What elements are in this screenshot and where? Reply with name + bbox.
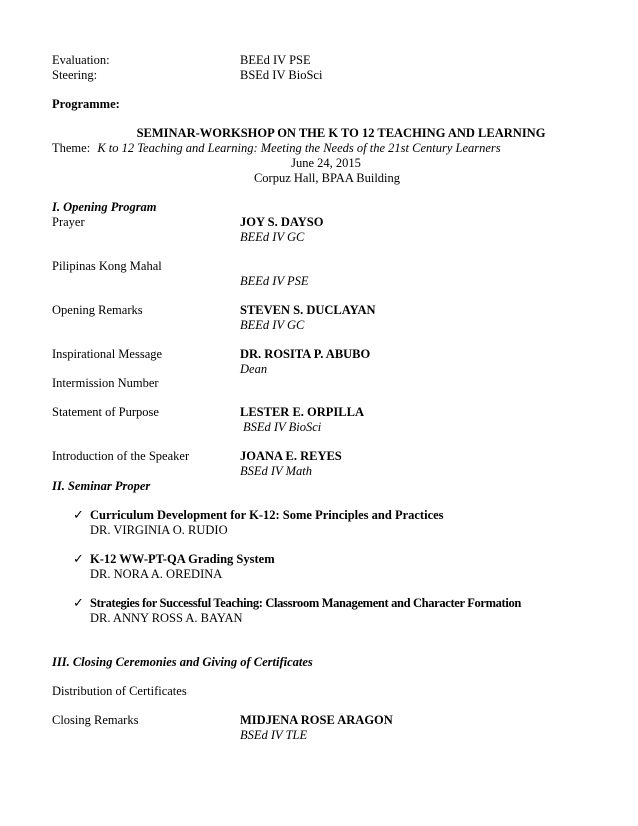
program-item-label: Opening Remarks xyxy=(52,303,143,317)
program-item-name: DR. ROSITA P. ABUBO xyxy=(240,347,371,361)
seminar-topic-title: Curriculum Development for K-12: Some Principles and Practices xyxy=(90,508,444,522)
programme-venue: Corpuz Hall, BPAA Building xyxy=(253,171,401,185)
program-item-label: Prayer xyxy=(52,215,85,229)
program-item-role: BEEd IV PSE xyxy=(240,274,309,288)
program-item-name: STEVEN S. DUCLAYAN xyxy=(240,303,376,317)
program-item-name: LESTER E. ORPILLA xyxy=(240,405,364,419)
seminar-topic-speaker: DR. VIRGINIA O. RUDIO xyxy=(90,523,228,537)
closing-heading: III. Closing Ceremonies and Giving of Certificates xyxy=(52,655,313,669)
steering-label: Steering: xyxy=(52,68,98,82)
closing-remarks-label: Closing Remarks xyxy=(52,713,139,727)
program-item-label: Statement of Purpose xyxy=(52,405,159,419)
programme-heading: Programme: xyxy=(52,97,120,111)
closing-remarks-name: MIDJENA ROSE ARAGON xyxy=(240,713,393,727)
seminar-topic-speaker: DR. NORA A. OREDINA xyxy=(90,567,223,581)
theme-label: Theme: xyxy=(52,141,91,155)
seminar-topic-title: K-12 WW-PT-QA Grading System xyxy=(90,552,275,566)
program-item-label: Inspirational Message xyxy=(52,347,163,361)
program-item-label: Intermission Number xyxy=(52,376,159,390)
seminar-heading: II. Seminar Proper xyxy=(52,479,151,493)
program-item-role: BSEd IV BioSci xyxy=(243,420,322,434)
programme-title: SEMINAR-WORKSHOP ON THE K TO 12 TEACHING AND LEARNING xyxy=(136,126,546,140)
theme-line xyxy=(52,141,501,156)
program-item-role: Dean xyxy=(240,362,268,376)
program-item-name: JOY S. DAYSO xyxy=(240,215,324,229)
opening-heading: I. Opening Program xyxy=(52,200,157,214)
program-item-role: BEEd IV GC xyxy=(240,318,305,332)
checkmark-icon: ✓ xyxy=(73,596,84,611)
programme-date: June 24, 2015 xyxy=(291,156,361,170)
program-item-label: Pilipinas Kong Mahal xyxy=(52,259,162,273)
distribution-label: Distribution of Certificates xyxy=(52,684,187,698)
evaluation-label: Evaluation: xyxy=(52,53,110,67)
steering-value: BSEd IV BioSci xyxy=(240,68,323,82)
seminar-topic-title: Strategies for Successful Teaching: Classroom Management and Character Formation xyxy=(90,596,521,610)
closing-remarks-role: BSEd IV TLE xyxy=(240,728,308,742)
seminar-topic-speaker: DR. ANNY ROSS A. BAYAN xyxy=(90,611,243,625)
theme-text: K to 12 Teaching and Learning: Meeting the Needs of the 21st Century Learners xyxy=(97,141,501,155)
program-item-label: Introduction of the Speaker xyxy=(52,449,190,463)
program-item-role: BEEd IV GC xyxy=(240,230,305,244)
evaluation-value: BEEd IV PSE xyxy=(240,53,311,67)
checkmark-icon: ✓ xyxy=(73,508,84,523)
checkmark-icon: ✓ xyxy=(73,552,84,567)
program-item-name: JOANA E. REYES xyxy=(240,449,342,463)
program-item-role: BSEd IV Math xyxy=(240,464,312,478)
